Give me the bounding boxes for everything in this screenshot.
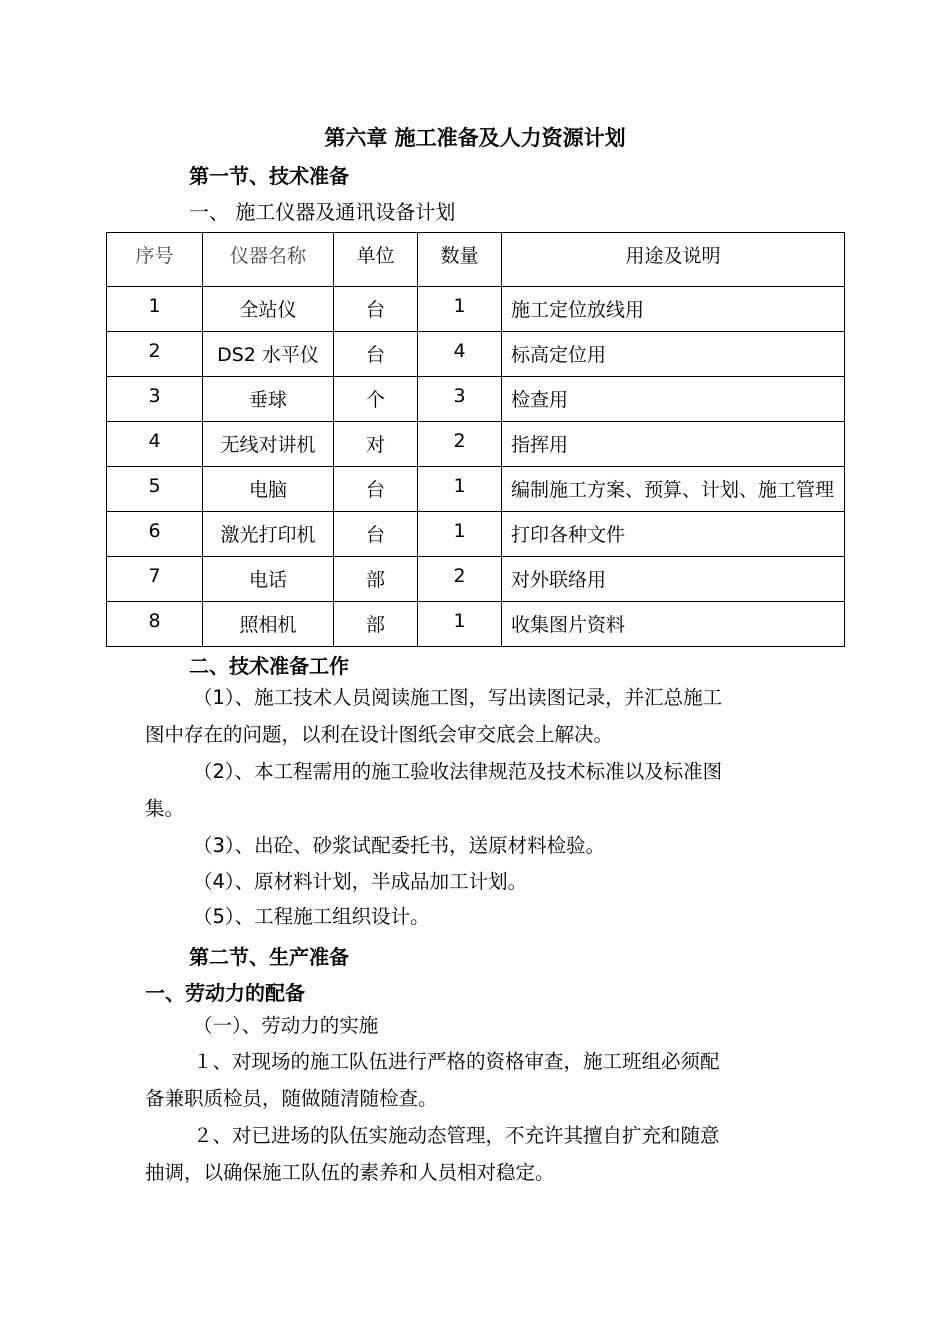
- table-cell: 电话: [203, 557, 334, 602]
- table-cell: 照相机: [203, 602, 334, 647]
- table-cell: 检查用: [502, 377, 845, 422]
- labor-title: 一、劳动力的配备: [145, 981, 305, 1005]
- table-cell: 个: [334, 377, 418, 422]
- table-row: [107, 602, 845, 647]
- table-cell: 部: [334, 557, 418, 602]
- table-cell: 对: [334, 422, 418, 467]
- tech-item-5: （5）、工程施工组织设计。: [193, 905, 430, 928]
- table-cell: 2: [418, 557, 502, 602]
- labor-para-2-line1: ２、对已进场的队伍实施动态管理，不充许其擅自扩充和随意: [193, 1124, 720, 1147]
- table-cell: 1: [418, 512, 502, 557]
- table-row: [107, 557, 845, 602]
- table-cell: 3: [418, 377, 502, 422]
- table-cell: 1: [418, 602, 502, 647]
- table-cell: 台: [334, 467, 418, 512]
- header-cell: 数量: [418, 233, 502, 287]
- table-header-row: [107, 233, 845, 287]
- tech-prep-title: 二、技术准备工作: [189, 654, 349, 678]
- table-cell: 1: [418, 287, 502, 332]
- header-cell: 用途及说明: [502, 233, 845, 287]
- table-cell: 垂球: [203, 377, 334, 422]
- table-cell: 全站仪: [203, 287, 334, 332]
- header-cell: 仪器名称: [203, 233, 334, 287]
- table-cell: 台: [334, 512, 418, 557]
- header-cell: 序号: [107, 233, 203, 287]
- table-cell: 4: [418, 332, 502, 377]
- equipment-table: [106, 232, 845, 647]
- tech-item-1-line1: （1）、施工技术人员阅读施工图，写出读图记录，并汇总施工: [193, 686, 723, 709]
- table-cell: 电脑: [203, 467, 334, 512]
- labor-para-2-line2: 抽调，以确保施工队伍的素养和人员相对稳定。: [145, 1161, 555, 1184]
- table-row: [107, 377, 845, 422]
- table-row: [107, 287, 845, 332]
- table-row: [107, 467, 845, 512]
- table-cell: DS2 水平仪: [203, 332, 334, 377]
- table-cell: 无线对讲机: [203, 422, 334, 467]
- table-cell: 施工定位放线用: [502, 287, 845, 332]
- tech-item-2-line2: 集。: [145, 797, 185, 820]
- tech-item-2-line1: （2）、本工程需用的施工验收法律规范及技术标准以及标准图: [193, 760, 723, 783]
- table-cell: 3: [107, 377, 203, 422]
- equipment-plan-title: 一、 施工仪器及通讯设备计划: [189, 200, 456, 224]
- table-cell: 1: [418, 467, 502, 512]
- labor-sub-title: （一）、劳动力的实施: [193, 1014, 379, 1037]
- table-cell: 7: [107, 557, 203, 602]
- labor-para-1-line2: 备兼职质检员，随做随清随检查。: [145, 1087, 438, 1110]
- tech-item-4: （4）、原材料计划，半成品加工计划。: [193, 870, 528, 893]
- table-cell: 收集图片资料: [502, 602, 845, 647]
- chapter-title: 第六章 施工准备及人力资源计划: [324, 126, 626, 150]
- table-cell: 6: [107, 512, 203, 557]
- section2-title: 第二节、生产准备: [189, 945, 349, 969]
- table-cell: 台: [334, 332, 418, 377]
- table-cell: 5: [107, 467, 203, 512]
- table-cell: 4: [107, 422, 203, 467]
- table-cell: 部: [334, 602, 418, 647]
- table-cell: 激光打印机: [203, 512, 334, 557]
- table-cell: 对外联络用: [502, 557, 845, 602]
- table-cell: 8: [107, 602, 203, 647]
- table-row: [107, 512, 845, 557]
- table-row: [107, 422, 845, 467]
- header-cell: 单位: [334, 233, 418, 287]
- table-cell: 标高定位用: [502, 332, 845, 377]
- tech-item-3: （3）、出砼、砂浆试配委托书，送原材料检验。: [193, 834, 606, 857]
- table-cell: 编制施工方案、预算、计划、施工管理: [502, 467, 845, 512]
- table-row: [107, 332, 845, 377]
- tech-item-1-line2: 图中存在的问题，以利在设计图纸会审交底会上解决。: [145, 723, 614, 746]
- table-cell: 2: [418, 422, 502, 467]
- table-cell: 1: [107, 287, 203, 332]
- table-cell: 台: [334, 287, 418, 332]
- table-cell: 2: [107, 332, 203, 377]
- table-cell: 指挥用: [502, 422, 845, 467]
- labor-para-1-line1: １、对现场的施工队伍进行严格的资格审查，施工班组必须配: [193, 1050, 720, 1073]
- table-cell: 打印各种文件: [502, 512, 845, 557]
- section1-title: 第一节、技术准备: [189, 164, 349, 188]
